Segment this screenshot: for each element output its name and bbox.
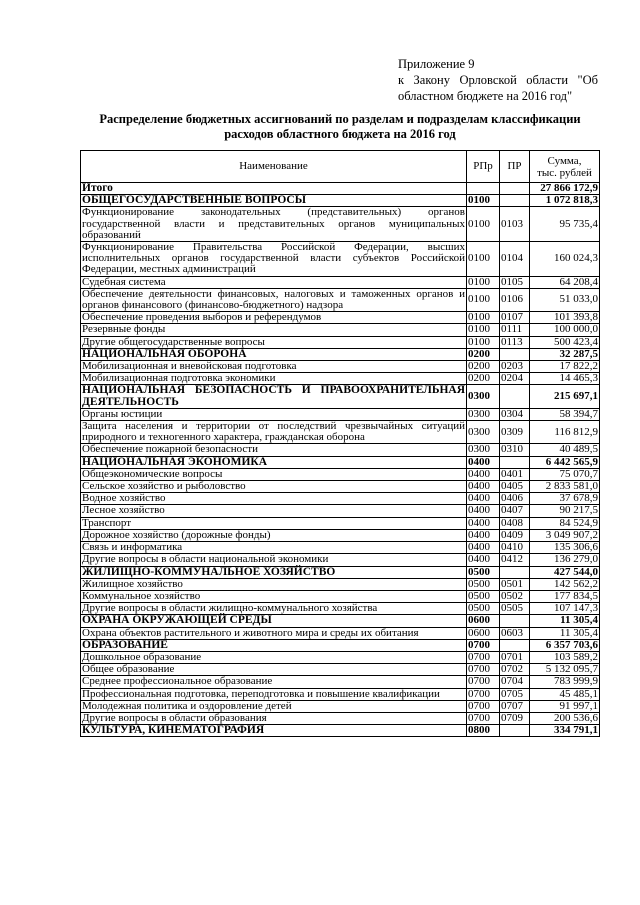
- row-pr: [500, 183, 530, 195]
- row-sum: 142 562,2: [530, 578, 600, 590]
- row-name: Обеспечение проведения выборов и референдумов: [81, 312, 467, 324]
- row-rpr: 0700: [467, 700, 500, 712]
- row-sum: 75 070,7: [530, 468, 600, 480]
- table-row: [81, 603, 600, 615]
- table-row: [81, 444, 600, 456]
- table-row: [81, 676, 600, 688]
- row-pr: [500, 615, 530, 627]
- row-rpr: [467, 183, 500, 195]
- row-pr: 0709: [500, 712, 530, 724]
- table-row: [81, 324, 600, 336]
- row-name: Лесное хозяйство: [81, 505, 467, 517]
- row-rpr: 0400: [467, 517, 500, 529]
- row-pr: 0704: [500, 676, 530, 688]
- row-sum: 84 524,9: [530, 517, 600, 529]
- row-name: Транспорт: [81, 517, 467, 529]
- row-name: Органы юстиции: [81, 408, 467, 420]
- table-row: [81, 408, 600, 420]
- table-row: [81, 312, 600, 324]
- table-row: [81, 481, 600, 493]
- table-row: [81, 590, 600, 602]
- row-rpr: 0200: [467, 348, 500, 360]
- row-name: Сельское хозяйство и рыболовство: [81, 481, 467, 493]
- row-rpr: 0100: [467, 324, 500, 336]
- header-name: Наименование: [81, 151, 467, 183]
- table-row: [81, 615, 600, 627]
- table-row: [81, 542, 600, 554]
- row-sum: 177 834,5: [530, 590, 600, 602]
- appendix-note: [398, 56, 598, 104]
- row-rpr: 0100: [467, 207, 500, 242]
- table-row: [81, 700, 600, 712]
- row-pr: 0106: [500, 288, 530, 311]
- row-name: Судебная система: [81, 276, 467, 288]
- row-pr: 0103: [500, 207, 530, 242]
- row-name: Обеспечение деятельности финансовых, налоговых и таможенных органов и органов финансового (финансово-бюджетного) надзора: [82, 287, 465, 312]
- row-pr: 0410: [500, 542, 530, 554]
- table-row: [81, 373, 600, 385]
- row-pr: 0304: [500, 408, 530, 420]
- row-name: ОХРАНА ОКРУЖАЮЩЕЙ СРЕДЫ: [81, 615, 467, 627]
- header-pr: ПР: [500, 151, 530, 183]
- row-pr: [500, 385, 530, 408]
- row-name: НАЦИОНАЛЬНАЯ ОБОРОНА: [81, 348, 467, 360]
- row-pr: 0203: [500, 361, 530, 373]
- row-rpr: 0300: [467, 408, 500, 420]
- table-row: [81, 529, 600, 541]
- row-name: Другие вопросы в области национальной экономики: [81, 554, 467, 566]
- row-sum: 64 208,4: [530, 276, 600, 288]
- row-pr: 0406: [500, 493, 530, 505]
- row-name: Общеэкономические вопросы: [81, 468, 467, 480]
- row-sum: 95 735,4: [530, 207, 600, 242]
- row-rpr: 0700: [467, 664, 500, 676]
- row-sum: 51 033,0: [530, 288, 600, 311]
- row-name: ОБЩЕГОСУДАРСТВЕННЫЕ ВОПРОСЫ: [81, 195, 467, 207]
- row-sum: 32 287,5: [530, 348, 600, 360]
- row-sum: 200 536,6: [530, 712, 600, 724]
- table-row: [81, 664, 600, 676]
- table-header-row: [81, 151, 600, 183]
- row-name: Другие общегосударственные вопросы: [81, 336, 467, 348]
- row-name: КУЛЬТУРА, КИНЕМАТОГРАФИЯ: [81, 725, 467, 737]
- table-row: [81, 183, 600, 195]
- row-sum: 334 791,1: [530, 725, 600, 737]
- row-sum: 136 279,0: [530, 554, 600, 566]
- row-rpr: 0100: [467, 312, 500, 324]
- row-sum: 90 217,5: [530, 505, 600, 517]
- row-sum: 6 442 565,9: [530, 456, 600, 468]
- row-sum: 14 465,3: [530, 373, 600, 385]
- row-name: Дорожное хозяйство (дорожные фонды): [81, 529, 467, 541]
- row-pr: 0309: [500, 421, 530, 444]
- table-row: [81, 505, 600, 517]
- row-rpr: 0700: [467, 676, 500, 688]
- row-pr: 0107: [500, 312, 530, 324]
- row-pr: [500, 725, 530, 737]
- row-sum: 101 393,8: [530, 312, 600, 324]
- row-pr: 0111: [500, 324, 530, 336]
- row-rpr: 0500: [467, 590, 500, 602]
- table-row: [81, 361, 600, 373]
- row-sum: 783 999,9: [530, 676, 600, 688]
- row-name: НАЦИОНАЛЬНАЯ ЭКОНОМИКА: [81, 456, 467, 468]
- row-rpr: 0100: [467, 336, 500, 348]
- row-pr: 0702: [500, 664, 530, 676]
- header-sum-line-1: Сумма,: [547, 154, 582, 167]
- row-sum: 11 305,4: [530, 627, 600, 639]
- row-pr: [500, 195, 530, 207]
- row-pr: 0412: [500, 554, 530, 566]
- row-name: Функционирование законодательных (представительных) органов государственной власти и представительных органов муниципальных образований: [82, 206, 465, 241]
- row-rpr: 0500: [467, 566, 500, 578]
- row-pr: 0705: [500, 688, 530, 700]
- row-sum: 6 357 703,6: [530, 639, 600, 651]
- table-row: [81, 421, 600, 444]
- row-rpr: 0200: [467, 361, 500, 373]
- row-pr: 0707: [500, 700, 530, 712]
- row-name: Среднее профессиональное образование: [81, 676, 467, 688]
- table-row: [81, 288, 600, 311]
- row-rpr: 0400: [467, 456, 500, 468]
- row-rpr: 0400: [467, 468, 500, 480]
- table-row: [81, 242, 600, 277]
- row-rpr: 0700: [467, 712, 500, 724]
- row-rpr: 0100: [467, 242, 500, 277]
- table-row: [81, 493, 600, 505]
- row-sum: 100 000,0: [530, 324, 600, 336]
- row-name: Защита населения и территории от последствий чрезвычайных ситуаций природного и техногенного характера, гражданская оборона: [82, 420, 465, 444]
- table-row: [81, 712, 600, 724]
- row-rpr: 0500: [467, 603, 500, 615]
- row-rpr: 0400: [467, 542, 500, 554]
- budget-table: [80, 150, 600, 737]
- row-rpr: 0400: [467, 505, 500, 517]
- row-name: Итого: [81, 183, 467, 195]
- row-name: ЖИЛИЩНО-КОММУНАЛЬНОЕ ХОЗЯЙСТВО: [81, 566, 467, 578]
- row-name: Резервные фонды: [81, 324, 467, 336]
- row-rpr: 0400: [467, 493, 500, 505]
- row-rpr: 0600: [467, 615, 500, 627]
- row-name: Мобилизационная и вневойсковая подготовка: [81, 361, 467, 373]
- row-rpr: 0400: [467, 529, 500, 541]
- row-sum: 27 866 172,9: [530, 183, 600, 195]
- row-name: Другие вопросы в области образования: [81, 712, 467, 724]
- row-rpr: 0700: [467, 651, 500, 663]
- table-row: [81, 207, 600, 242]
- row-name: Мобилизационная подготовка экономики: [81, 373, 467, 385]
- row-rpr: 0400: [467, 481, 500, 493]
- table-row: [81, 688, 600, 700]
- header-rpr: РПр: [467, 151, 500, 183]
- row-sum: 107 147,3: [530, 603, 600, 615]
- row-name: Общее образование: [81, 664, 467, 676]
- row-sum: 40 489,5: [530, 444, 600, 456]
- row-name: Функционирование Правительства Российской Федерации, высших исполнительных органов государственной власти субъектов Российской Федерации, местных администраций: [82, 241, 465, 276]
- row-pr: [500, 566, 530, 578]
- appendix-line-2: к Закону Орловской области "Об: [398, 73, 598, 87]
- row-sum: 17 822,2: [530, 361, 600, 373]
- row-name: Связь и информатика: [81, 542, 467, 554]
- row-rpr: 0300: [467, 385, 500, 408]
- row-sum: 58 394,7: [530, 408, 600, 420]
- document-title-line-1: Распределение бюджетных ассигнований по разделам и подразделам классификации: [99, 112, 581, 126]
- row-rpr: 0100: [467, 288, 500, 311]
- row-rpr: 0800: [467, 725, 500, 737]
- row-rpr: 0200: [467, 373, 500, 385]
- row-sum: 37 678,9: [530, 493, 600, 505]
- row-sum: 500 423,4: [530, 336, 600, 348]
- table-row: [81, 348, 600, 360]
- appendix-line-3: областном бюджете на 2016 год": [398, 89, 573, 103]
- row-sum: 1 072 818,3: [530, 195, 600, 207]
- row-sum: 91 997,1: [530, 700, 600, 712]
- row-pr: 0105: [500, 276, 530, 288]
- row-rpr: 0400: [467, 554, 500, 566]
- row-name: Жилищное хозяйство: [81, 578, 467, 590]
- row-rpr: 0100: [467, 195, 500, 207]
- row-name: Профессиональная подготовка, переподготовка и повышение квалификации: [81, 688, 467, 700]
- row-pr: 0505: [500, 603, 530, 615]
- table-row: [81, 651, 600, 663]
- table-row: [81, 456, 600, 468]
- row-sum: 2 833 581,0: [530, 481, 600, 493]
- row-pr: 0502: [500, 590, 530, 602]
- row-sum: 160 024,3: [530, 242, 600, 277]
- row-rpr: 0700: [467, 639, 500, 651]
- row-name: НАЦИОНАЛЬНАЯ БЕЗОПАСНОСТЬ И ПРАВООХРАНИТЕЛЬНАЯ ДЕЯТЕЛЬНОСТЬ: [82, 384, 465, 408]
- row-sum: 3 049 907,2: [530, 529, 600, 541]
- document-title: [80, 112, 600, 142]
- row-sum: 116 812,9: [530, 421, 600, 444]
- row-pr: 0405: [500, 481, 530, 493]
- row-name: Обеспечение пожарной безопасности: [81, 444, 467, 456]
- row-rpr: 0600: [467, 627, 500, 639]
- row-rpr: 0500: [467, 578, 500, 590]
- row-pr: 0408: [500, 517, 530, 529]
- row-rpr: 0300: [467, 444, 500, 456]
- appendix-line-1: Приложение 9: [398, 57, 475, 71]
- row-pr: 0407: [500, 505, 530, 517]
- row-pr: 0204: [500, 373, 530, 385]
- row-name: ОБРАЗОВАНИЕ: [81, 639, 467, 651]
- row-pr: [500, 456, 530, 468]
- table-row: [81, 554, 600, 566]
- budget-table-body: [81, 183, 600, 737]
- row-pr: 0104: [500, 242, 530, 277]
- row-sum: 11 305,4: [530, 615, 600, 627]
- row-pr: 0603: [500, 627, 530, 639]
- row-pr: 0501: [500, 578, 530, 590]
- document-title-line-2: расходов областного бюджета на 2016 год: [224, 127, 456, 141]
- table-row: [81, 578, 600, 590]
- row-sum: 135 306,6: [530, 542, 600, 554]
- row-pr: 0701: [500, 651, 530, 663]
- table-row: [81, 517, 600, 529]
- header-sum: [530, 151, 600, 183]
- table-row: [81, 385, 600, 408]
- table-row: [81, 336, 600, 348]
- row-pr: 0310: [500, 444, 530, 456]
- row-pr: 0401: [500, 468, 530, 480]
- table-row: [81, 468, 600, 480]
- table-row: [81, 276, 600, 288]
- table-row: [81, 627, 600, 639]
- header-sum-line-2: тыс. рублей: [537, 166, 592, 179]
- row-pr: [500, 348, 530, 360]
- row-name: Коммунальное хозяйство: [81, 590, 467, 602]
- row-name: Молодежная политика и оздоровление детей: [81, 700, 467, 712]
- table-row: [81, 566, 600, 578]
- row-rpr: 0700: [467, 688, 500, 700]
- row-name: Водное хозяйство: [81, 493, 467, 505]
- table-row: [81, 725, 600, 737]
- row-sum: 427 544,0: [530, 566, 600, 578]
- row-pr: [500, 639, 530, 651]
- row-rpr: 0100: [467, 276, 500, 288]
- row-rpr: 0300: [467, 421, 500, 444]
- table-row: [81, 195, 600, 207]
- row-name: Охрана объектов растительного и животного мира и среды их обитания: [81, 627, 467, 639]
- row-sum: 5 132 095,7: [530, 664, 600, 676]
- row-name: Другие вопросы в области жилищно-коммунального хозяйства: [81, 603, 467, 615]
- table-row: [81, 639, 600, 651]
- row-pr: 0409: [500, 529, 530, 541]
- row-pr: 0113: [500, 336, 530, 348]
- row-sum: 45 485,1: [530, 688, 600, 700]
- row-sum: 103 589,2: [530, 651, 600, 663]
- row-sum: 215 697,1: [530, 385, 600, 408]
- row-name: Дошкольное образование: [81, 651, 467, 663]
